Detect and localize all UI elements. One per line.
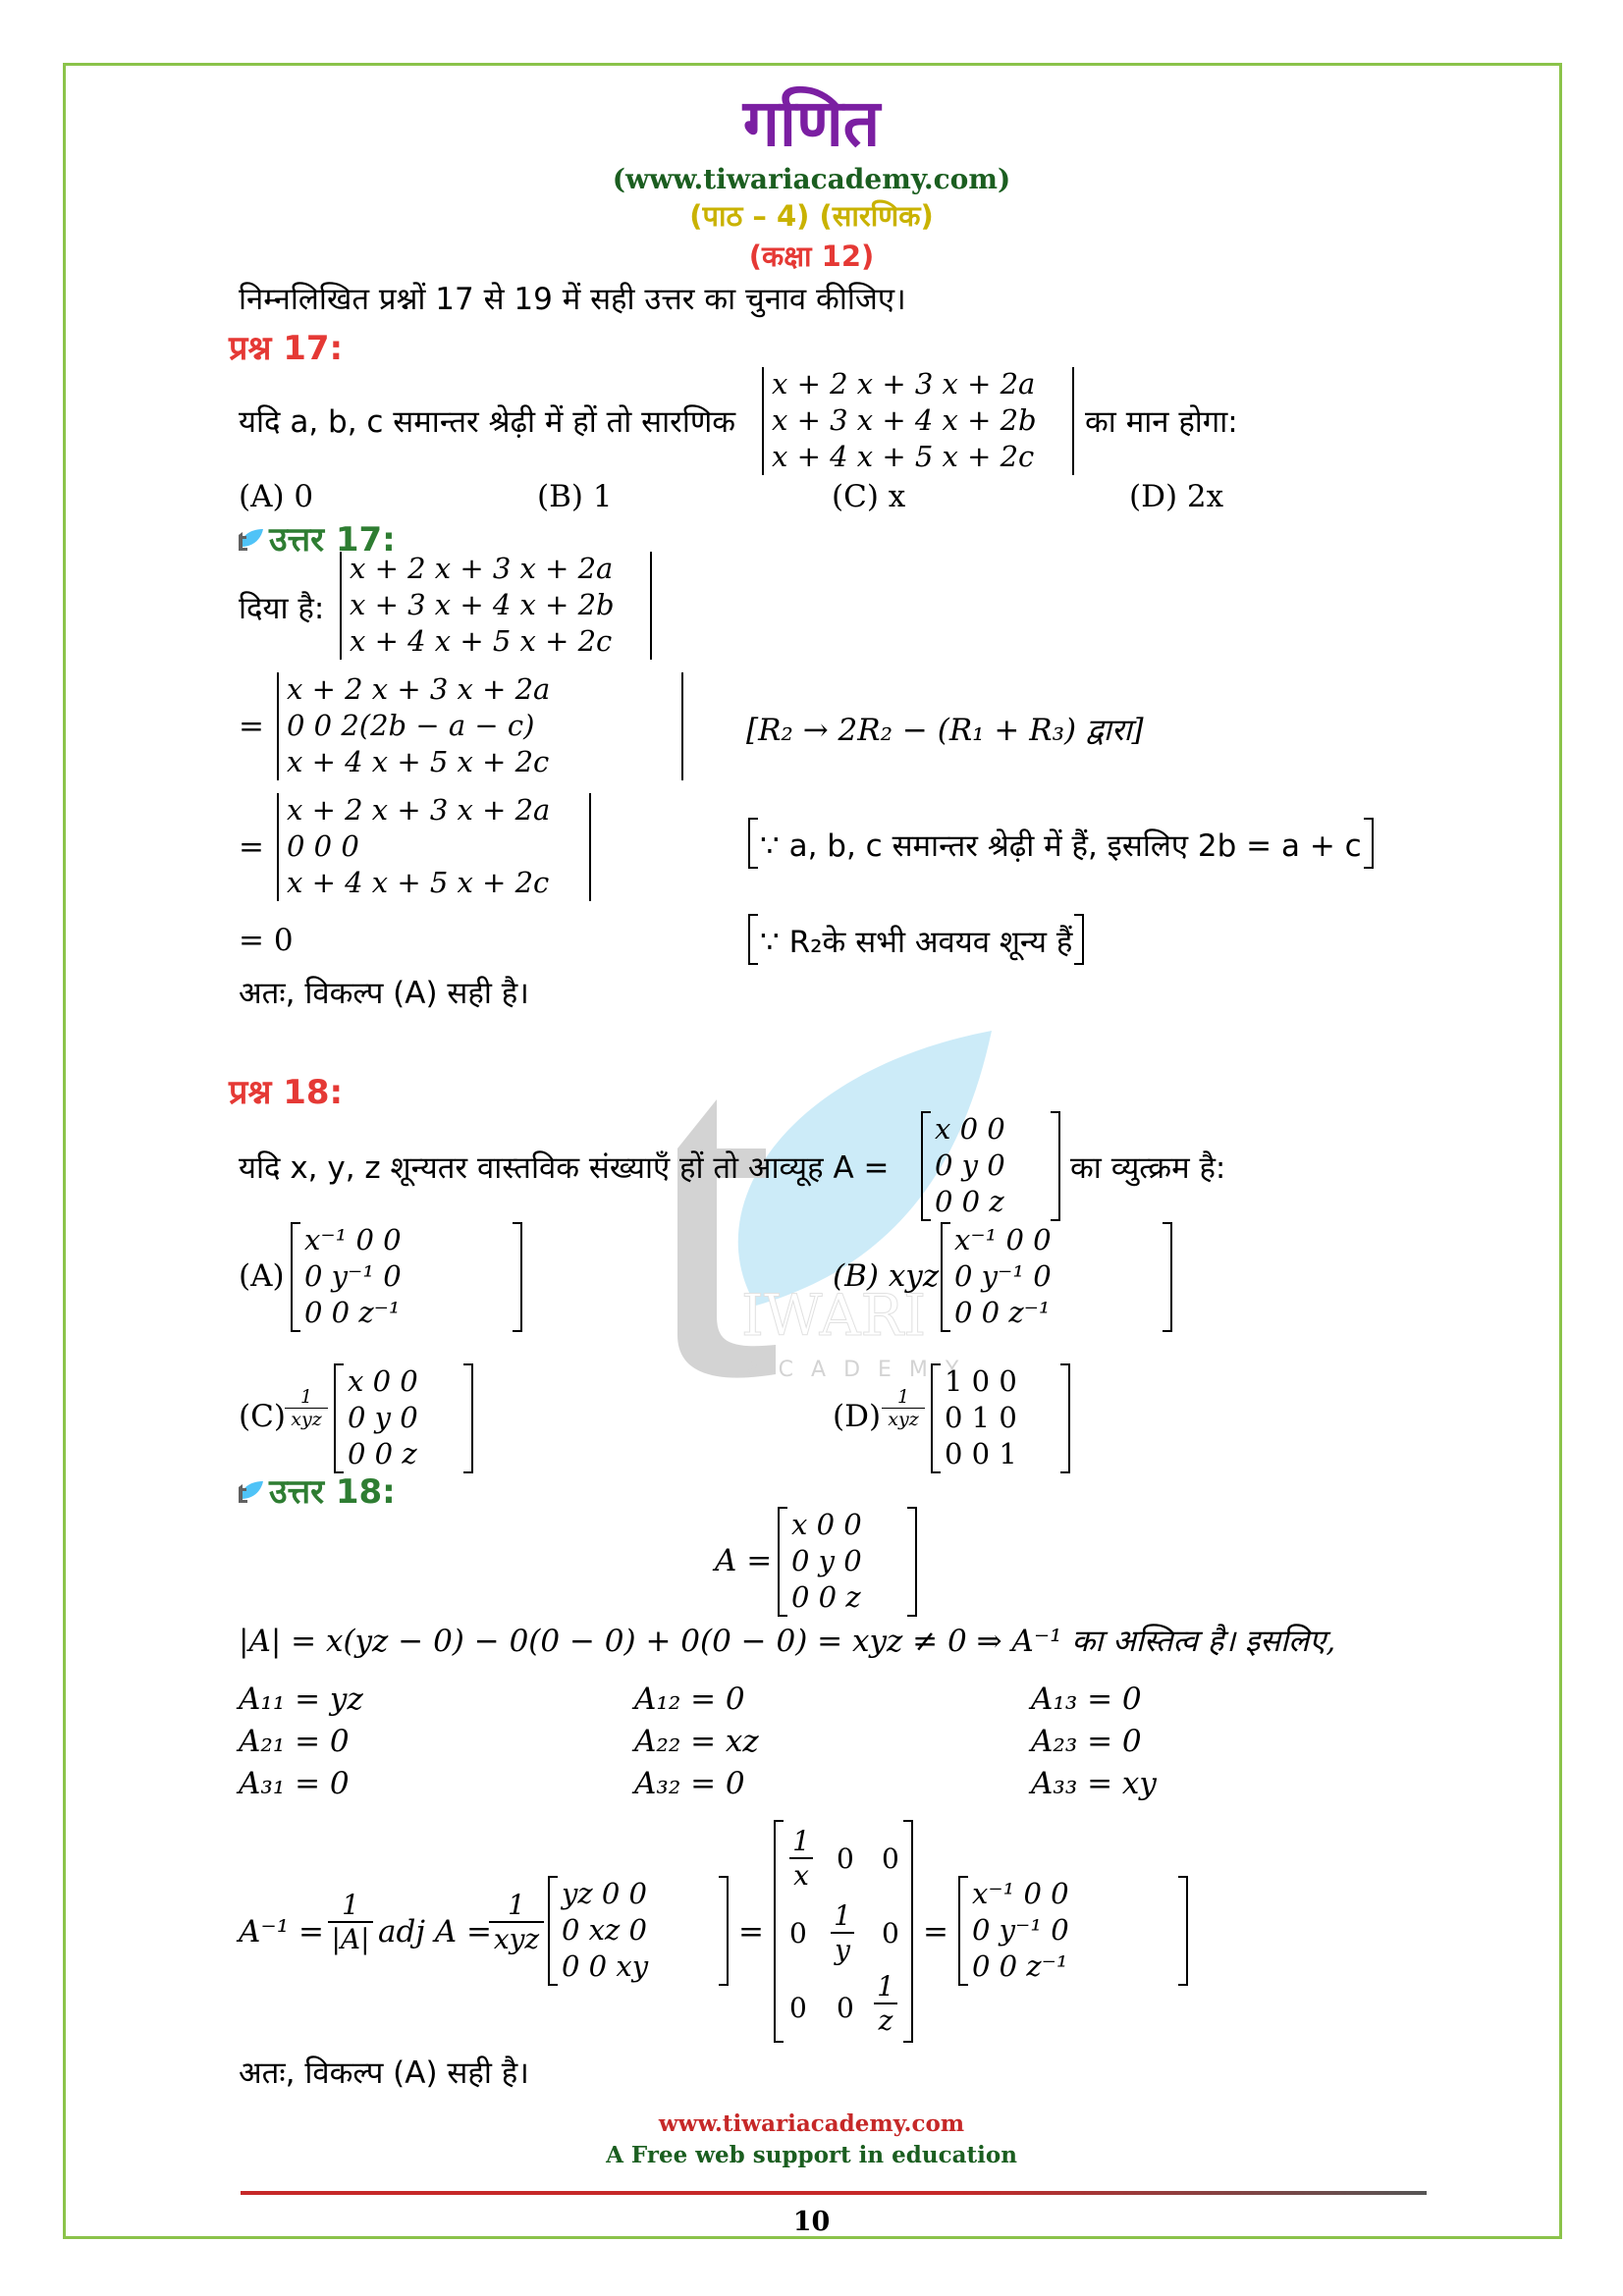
cofactor: A₂₂ = xz [634, 1724, 759, 1759]
matrix-row: 0 0 xy [562, 1949, 649, 1983]
matrix-row: yz 0 0 [562, 1877, 647, 1910]
question-17-label: प्रश्न 17: [229, 329, 344, 368]
q18-option-b-label: (B) xyz [833, 1258, 940, 1294]
matrix-row: 0 y 0 [791, 1544, 862, 1577]
watermark-text: IWARI [741, 1282, 927, 1349]
det-row: 0 0 0 [287, 829, 359, 863]
answer-18-text: उत्तर 18: [269, 1472, 396, 1512]
matrix-row: 0 0 z [791, 1580, 861, 1614]
question-18-label: प्रश्न 18: [229, 1073, 344, 1112]
cofactor: A₂₁ = 0 [239, 1724, 350, 1759]
cofactor: A₁₂ = 0 [634, 1682, 745, 1717]
step1-note: [R₂ → 2R₂ − (R₁ + R₃) द्वारा] [746, 713, 1144, 748]
question-17-text: यदि a, b, c समान्तर श्रेढ़ी में हों तो सारणिक [239, 404, 736, 440]
header-website[interactable]: (www.tiwariacademy.com) [612, 163, 1011, 195]
cofactor: A₃₁ = 0 [239, 1766, 350, 1801]
chapter-label: (पाठ – 4) (सारणिक) [689, 199, 934, 233]
step2-note-bracket [748, 819, 1374, 868]
q18-option-b-matrix [941, 1223, 1172, 1331]
q18-option-d-label: (D) [833, 1399, 882, 1434]
reciprocal-matrix [774, 1821, 913, 2042]
recip-1-over-x [789, 1825, 813, 1892]
det-row: x + 4 x + 5 x + 2c [350, 624, 613, 658]
fraction-denominator: xyz [285, 1408, 328, 1430]
matrix-row: x⁻¹ 0 0 [954, 1223, 1052, 1256]
footer-tagline: A Free web support in education [606, 2142, 1017, 2168]
cofactor: A₁₁ = yz [239, 1682, 363, 1717]
matrix-row: 0 y 0 [935, 1148, 1005, 1182]
det-row: x + 2 x + 3 x + 2a [287, 793, 551, 827]
answer-18-label [236, 1468, 396, 1513]
inverse-fraction-1 [328, 1889, 373, 1955]
matrix-row: 0 y⁻¹ 0 [304, 1259, 402, 1293]
question-18-text: यदि x, y, z शून्यतर वास्तविक संख्याएँ हों तो आव्यूह A = [239, 1150, 890, 1186]
matrix-row: 0 y 0 [348, 1401, 418, 1434]
matrix-row: 0 y⁻¹ 0 [954, 1259, 1052, 1293]
given-label: दिया है: [239, 591, 325, 626]
equals-sign: = [239, 829, 264, 865]
matrix-row: 0 0 z⁻¹ [304, 1296, 401, 1329]
answer-18-conclusion: अतः, विकल्प (A) सही है। [239, 2056, 529, 2091]
q17-option-a: (A) 0 [239, 479, 314, 514]
footer-divider [241, 2191, 1427, 2195]
fraction-numerator: 1 [877, 1970, 894, 2002]
page-number: 10 [792, 2207, 831, 2237]
class-label: (कक्षा 12) [748, 240, 875, 273]
recip-1-over-y [831, 1899, 854, 1966]
matrix-row: 1 0 0 [945, 1364, 1017, 1398]
matrix-row: x 0 0 [791, 1508, 862, 1541]
matrix-cell: 0 [789, 1917, 807, 1949]
det-row: x + 2 x + 3 x + 2a [287, 672, 551, 706]
q18-option-a-matrix [291, 1223, 522, 1331]
matrix-cell: 0 [789, 1992, 807, 2024]
recip-1-over-z [874, 1970, 897, 2037]
answer-17-determinant-2 [277, 672, 683, 780]
det-row: x + 3 x + 4 x + 2b [350, 588, 615, 621]
watermark-subtext: ACADEMY [746, 1358, 977, 1382]
determinant-line: |A| = x(yz − 0) − 0(0 − 0) + 0(0 − 0) = xyz ≠ 0 ⇒ A⁻¹ का अस्तित्व है। इसलिए, [239, 1624, 1336, 1659]
matrix-row: 0 0 z [935, 1185, 1004, 1218]
matrix-cell: 0 [882, 1842, 899, 1875]
tiwari-logo-icon [236, 1479, 265, 1505]
fraction-denominator: |A| [328, 1921, 373, 1955]
det-row: x + 2 x + 3 x + 2a [350, 552, 614, 585]
equals-sign: = [738, 1914, 764, 1949]
matrix-cell: 0 [882, 1917, 899, 1949]
det-row: x + 4 x + 5 x + 2c [287, 866, 550, 899]
det-row: x + 3 x + 4 x + 2b [772, 403, 1037, 437]
fraction-numerator: 1 [896, 1386, 910, 1408]
cofactor: A₁₃ = 0 [1031, 1682, 1142, 1717]
equals-sign: = [239, 709, 264, 744]
matrix-row: x 0 0 [348, 1364, 418, 1398]
final-inverse-matrix [958, 1877, 1188, 1985]
cofactor: A₃₂ = 0 [634, 1766, 745, 1801]
q17-option-c: (C) x [832, 479, 906, 514]
matrix-cell: 0 [837, 1992, 854, 2024]
step3-note-bracket [748, 915, 1084, 964]
fraction-denominator: xyz [882, 1408, 925, 1430]
det-row: x + 4 x + 5 x + 2c [287, 745, 550, 778]
adj-label: adj A = [378, 1914, 493, 1949]
matrix-a-lhs: A = [715, 1543, 773, 1578]
fraction-denominator: y [831, 1932, 854, 1966]
question-18-matrix [921, 1112, 1060, 1220]
cofactor: A₂₃ = 0 [1031, 1724, 1142, 1759]
footer-website[interactable]: www.tiwariacademy.com [658, 2110, 965, 2137]
q18-option-c-label: (C) [239, 1399, 286, 1434]
matrix-row: 0 0 z [348, 1437, 417, 1470]
question-17-text-end: का मान होगा: [1085, 404, 1238, 440]
matrix-row: 0 y⁻¹ 0 [972, 1913, 1069, 1947]
step3-note: ∵ R₂के सभी अवयव शून्य हैं [760, 925, 1073, 960]
fraction-denominator: xyz [489, 1921, 544, 1955]
matrix-row: x⁻¹ 0 0 [304, 1223, 402, 1256]
q18-option-a-label: (A) [239, 1258, 285, 1294]
det-row: 0 0 2(2b − a − c) [287, 709, 535, 742]
tiwari-logo-icon [236, 527, 265, 553]
fraction-numerator: 1 [299, 1386, 313, 1408]
det-row: x + 2 x + 3 x + 2a [772, 367, 1036, 400]
page-title: गणित [742, 85, 881, 161]
matrix-row: 0 0 z⁻¹ [972, 1949, 1068, 1983]
intro-text: निम्नलिखित प्रश्नों 17 से 19 में सही उत्तर का चुनाव कीजिए। [239, 282, 906, 317]
fraction-numerator: 1 [342, 1889, 359, 1921]
answer-17-text: उत्तर 17: [269, 520, 396, 560]
matrix-row: x⁻¹ 0 0 [972, 1877, 1069, 1910]
det-row: x + 4 x + 5 x + 2c [772, 440, 1035, 473]
q17-option-b: (B) 1 [537, 479, 613, 514]
step2-note: ∵ a, b, c समान्तर श्रेढ़ी में हैं, इसलिए 2b = a + c [760, 828, 1362, 864]
equals-zero: = 0 [239, 923, 294, 958]
q18-option-d-matrix [931, 1364, 1070, 1472]
fraction-numerator: 1 [834, 1899, 851, 1932]
question-17-determinant [762, 367, 1074, 475]
answer-17-determinant-3 [277, 793, 591, 901]
matrix-row: 0 1 0 [945, 1401, 1017, 1434]
matrix-row: 0 0 z⁻¹ [954, 1296, 1051, 1329]
fraction-numerator: 1 [508, 1889, 525, 1921]
fraction-denominator: x [789, 1857, 813, 1892]
inverse-lhs: A⁻¹ = [239, 1914, 325, 1949]
inverse-fraction-2 [489, 1889, 544, 1955]
question-18-text-end: का व्युत्क्रम है: [1070, 1150, 1226, 1186]
q17-option-d: (D) 2x [1129, 479, 1224, 514]
fraction-denominator: z [874, 2002, 897, 2037]
fraction-numerator: 1 [792, 1825, 810, 1857]
matrix-cell: 0 [837, 1842, 854, 1875]
answer-18-matrix [778, 1508, 917, 1616]
matrix-row: x 0 0 [935, 1112, 1005, 1146]
option-c-fraction [285, 1386, 328, 1430]
matrix-row: 0 0 1 [945, 1437, 1017, 1470]
q18-option-c-matrix [334, 1364, 473, 1472]
answer-17-determinant-1 [340, 552, 652, 660]
adjoint-matrix [548, 1877, 729, 1985]
option-d-fraction [882, 1386, 925, 1430]
equals-sign: = [923, 1914, 948, 1949]
matrix-row: 0 xz 0 [562, 1913, 647, 1947]
cofactor: A₃₃ = xy [1031, 1766, 1157, 1801]
answer-17-conclusion: अतः, विकल्प (A) सही है। [239, 976, 529, 1011]
